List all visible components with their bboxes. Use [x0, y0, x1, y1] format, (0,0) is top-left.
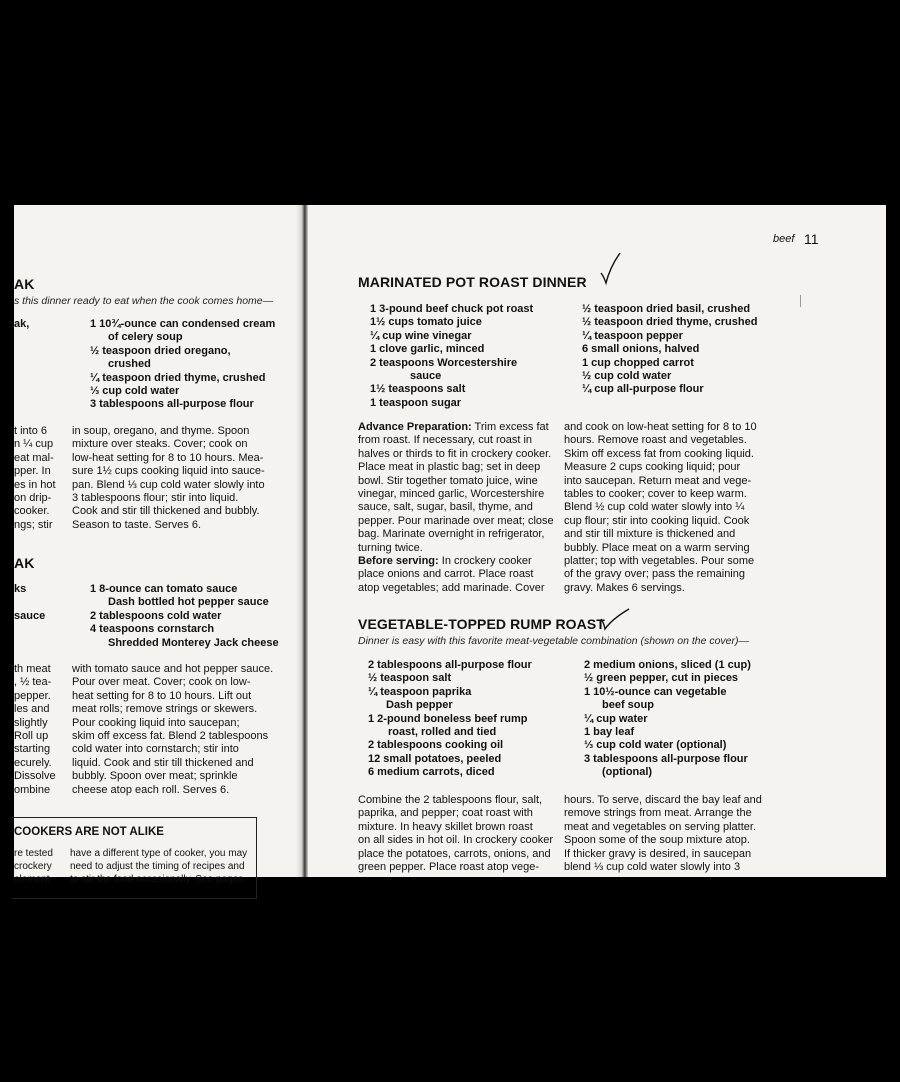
recipe1-directions-left: Advance Preparation: Trim excess fat from roast. If necessary, cut roast in halves or thirds to fit in crockery cooker. Place meat in plastic bag; set in deep bowl. Stir together tomato juice, wine vinegar, minced garlic, Worcestershire sauce, salt, sugar, basil, thyme, and pepper. Pour marinade over meat; close bag. Marinate overnight in refrigerator, turning twice. Before serving: In crockery cooker place onions and carrot. Place roast atop vegetables; add marinade. Cover — [358, 421, 554, 594]
ingredient: ¼ teaspoon paprika — [368, 685, 472, 698]
ingredient: 2 teaspoons Worcestershire — [370, 356, 518, 369]
tip-box-text: have a different type of cooker, you may need to adjust the timing of recipes and to stir the food occasionally. See pages — [70, 848, 248, 885]
ingredient: ½ teaspoon salt — [368, 672, 452, 685]
ingredient: ⅓ cup cold water (optional) — [584, 739, 727, 752]
recipe2-subtitle: Dinner is easy with this favorite meat-vegetable combination (shown on the cover)— — [358, 635, 750, 647]
margin-mark — [800, 295, 801, 307]
ingredient: roast, rolled and tied — [388, 726, 497, 739]
tip-box-fragment: re tested crockery element — [14, 848, 53, 885]
ingredient: beef soup — [602, 699, 654, 712]
left-recipe1-subtitle: s this dinner ready to eat when the cook comes home— — [14, 295, 274, 307]
right-page — [308, 205, 886, 877]
left-recipe1-title: AK — [14, 276, 35, 292]
ingredient: 2 tablespoons cold water — [90, 609, 222, 622]
recipe1-title: MARINATED POT ROAST DINNER — [358, 274, 587, 290]
left-recipe1-ingredient-fragment: ak, — [14, 318, 30, 330]
ingredient: 1 bay leaf — [584, 726, 635, 739]
ingredient: 1½ teaspoons salt — [370, 383, 466, 396]
left-recipe1-body-fragment: t into 6 n ¼ cup eat mal- pper. In es in hot on drip- cooker. ngs; stir — [14, 425, 56, 531]
ingredient: 1 10¾-ounce can condensed cream — [90, 318, 276, 330]
page-number: 11 — [804, 231, 819, 247]
ingredient: (optional) — [602, 766, 653, 779]
left-recipe2-body: with tomato sauce and hot pepper sauce. Pour over meat. Cover; cook on low- heat setting for 8 to 10 hours. Lift out meat rolls; remove strings or skewers. Pour cooking liquid into saucepan; skim off excess fat. Blend 2 tablespoons cold water into cornstarch; stir into liquid. Cook and stir till thickened and bubbly. Spoon over meat; sprinkle cheese atop each roll. Serves 6. — [72, 663, 274, 796]
ingredient: 4 teaspoons cornstarch — [90, 623, 215, 636]
ingredient: ¼ cup water — [584, 712, 648, 725]
ingredient: Dash bottled hot pepper sauce — [108, 596, 269, 609]
ingredient: 3 tablespoons all-purpose flour — [90, 398, 254, 411]
left-recipe2-ingredients — [90, 583, 279, 650]
ingredient: 1 3-pound beef chuck pot roast — [370, 303, 534, 315]
ingredient: ¼ teaspoon pepper — [582, 329, 683, 342]
left-page — [14, 205, 302, 885]
running-header: beef — [773, 233, 795, 245]
recipe1-directions-right: and cook on low-heat setting for 8 to 10 hours. Remove roast and vegetables. Skim off excess fat from cooking liquid. Measure 2 cups cooking liquid; pour into saucepan. Return meat and vege- tables to cooker; cover to keep warm. Blend ½ cup cold water slowly into ¼ cup flour; stir into cooking liquid. Cook and stir till mixture is thickened and bubbly. Place meat on a warm serving platter; top with vegetables. Pour some of the gravy over; pass the remaining gravy. Makes 6 servings. — [564, 421, 757, 594]
left-recipe1-body: in soup, oregano, and thyme. Spoon mixture over steaks. Cover; cook on low-heat setting for 8 to 10 hours. Mea- sure 1½ cups cooking liquid into sauce- pan. Blend ⅓ cup cold water slowly into 3 tablespoons flour; stir into liquid. Cook and stir till thickened and bubbly. Season to taste. Serves 6. — [72, 425, 265, 531]
ingredient: ¼ cup all-purpose flour — [582, 383, 704, 396]
ingredient: 1 cup chopped carrot — [582, 356, 694, 369]
left-recipe2-body-fragment: th meat , ½ tea- pepper. les and slightly Roll up starting ecurely. Dissolve ombine — [14, 663, 56, 796]
tip-box-title: COOKERS ARE NOT ALIKE — [14, 826, 164, 838]
ingredient: ½ teaspoon dried oregano, — [90, 344, 231, 357]
ingredient: 1 teaspoon sugar — [370, 396, 462, 409]
ingredient: 3 tablespoons all-purpose flour — [584, 752, 748, 765]
left-recipe2-title: AK — [14, 555, 35, 571]
recipe2-title: VEGETABLE-TOPPED RUMP ROAST — [358, 616, 605, 632]
ingredient: ½ green pepper, cut in pieces — [584, 672, 739, 685]
recipe1-ingredients-left — [370, 303, 533, 410]
ingredient: Shredded Monterey Jack cheese — [108, 636, 279, 649]
recipe1-ingredients-right — [582, 303, 757, 397]
ingredient: ½ cup cold water — [582, 370, 672, 383]
ingredient: 2 tablespoons all-purpose flour — [368, 659, 532, 671]
ingredient: 1½ cups tomato juice — [370, 316, 482, 329]
ingredient: of celery soup — [108, 331, 183, 344]
recipe2-directions-left: Combine the 2 tablespoons flour, salt, paprika, and pepper; coat roast with mixture. In heavy skillet brown roast on all sides in hot oil. In crockery cooker place the potatoes, carrots, onions, and green pepper. Place roast atop vege- — [358, 794, 554, 874]
ingredient: 1 clove garlic, minced — [370, 343, 485, 356]
ingredient: crushed — [108, 358, 151, 371]
ingredient: 2 tablespoons cooking oil — [368, 739, 504, 752]
recipe2-ingredients-left — [368, 659, 532, 780]
recipe2-directions-right: hours. To serve, discard the bay leaf and remove strings from meat. Arrange the meat and vegetables on serving platter. Spoon some of the soup mixture atop. If thicker gravy is desired, in saucepan blend ⅓ cup cold water slowly into 3 — [564, 794, 762, 874]
checkmark-icon — [600, 607, 630, 633]
ingredient: 2 medium onions, sliced (1 cup) — [584, 659, 751, 671]
ingredient: Dash pepper — [386, 699, 453, 712]
ingredient: 1 10½-ounce can vegetable — [584, 685, 727, 698]
left-recipe1-ingredients — [90, 318, 275, 412]
ingredient: 6 small onions, halved — [582, 343, 700, 356]
ingredient: ½ teaspoon dried thyme, crushed — [582, 316, 758, 329]
ingredient: 1 8-ounce can tomato sauce — [90, 583, 238, 595]
left-recipe2-ingredient-fragment: ks sauce — [14, 583, 46, 622]
ingredient: sauce — [410, 370, 442, 383]
recipe2-ingredients-right — [584, 659, 751, 780]
checkmark-icon — [600, 251, 622, 285]
ingredient: ½ teaspoon dried basil, crushed — [582, 303, 751, 315]
ingredient: 6 medium carrots, diced — [368, 766, 495, 779]
ingredient: ¼ cup wine vinegar — [370, 329, 472, 342]
ingredient: ¼ teaspoon dried thyme, crushed — [90, 371, 266, 384]
ingredient: 12 small potatoes, peeled — [368, 752, 502, 765]
ingredient: ⅓ cup cold water — [90, 385, 180, 398]
ingredient: 1 2-pound boneless beef rump — [368, 712, 528, 725]
